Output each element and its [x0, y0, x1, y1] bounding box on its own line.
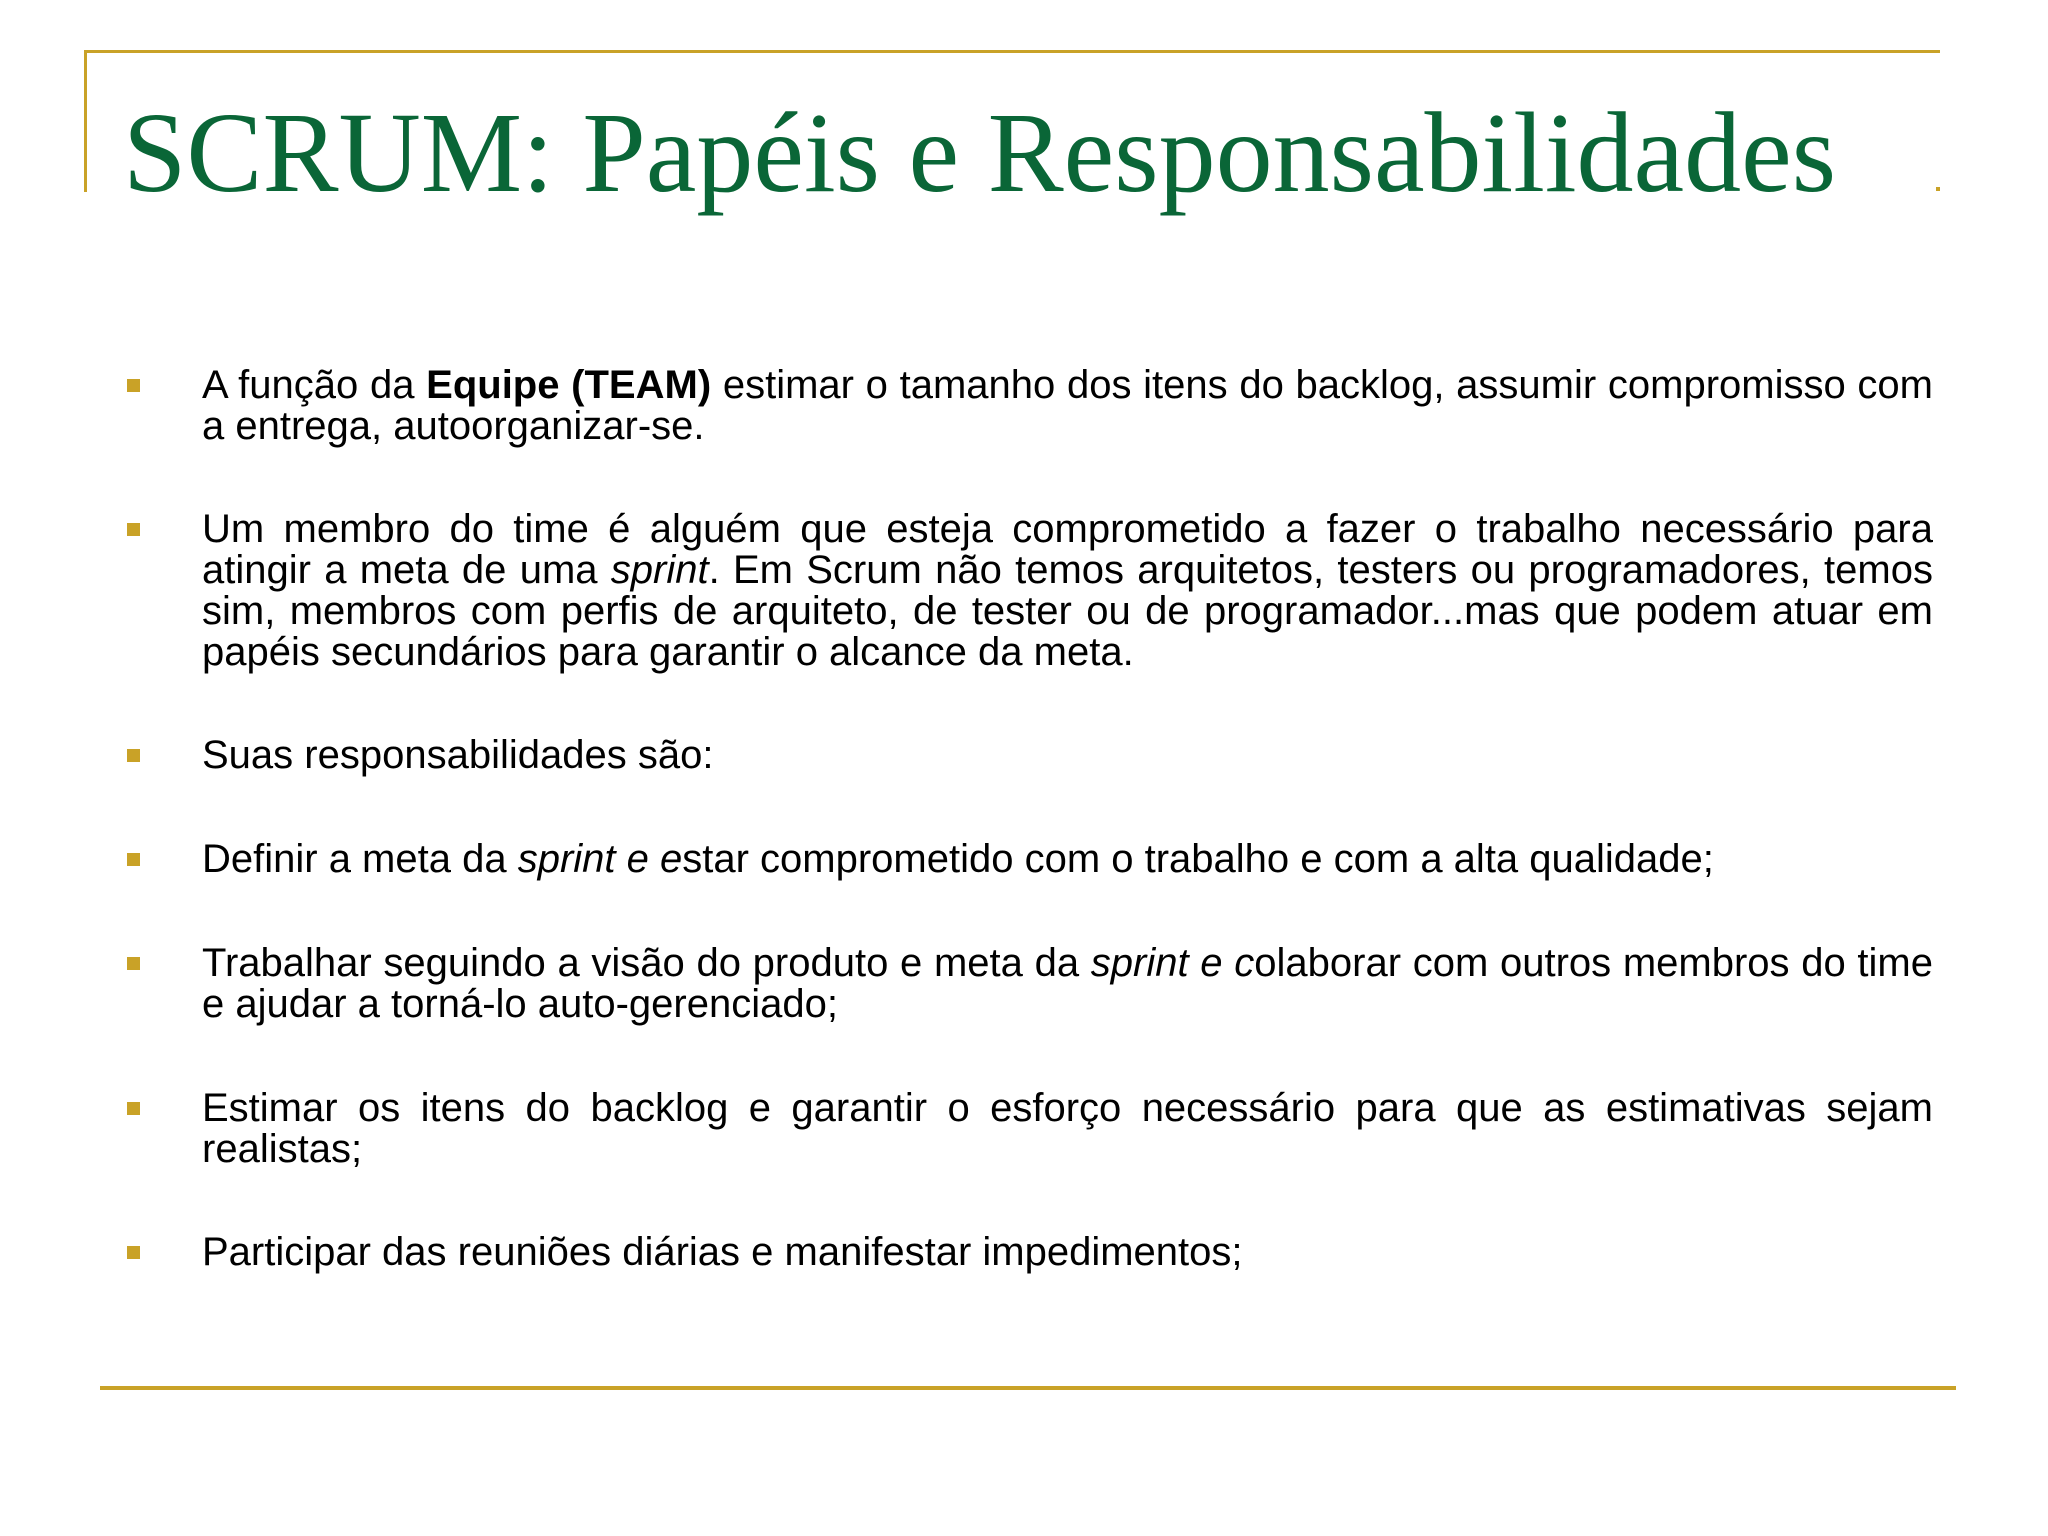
bullet-text: [202, 943, 1933, 1025]
bullet-text-part: A função da: [202, 363, 427, 407]
square-bullet-icon: [127, 749, 140, 762]
bullet-text-italic: sprint e c: [1090, 941, 1255, 985]
square-bullet-icon: [127, 853, 140, 866]
bullet-text-part: Um membro do time é alguém que esteja comprometido a fazer o trabalho necessário para atingir a meta de uma: [202, 507, 1933, 592]
bullet-text: [202, 839, 1933, 880]
bullet-text: Estimar os itens do backlog e garantir o esforço necessário para que as estimativas sejam realistas;: [202, 1086, 1933, 1171]
bullet-text-italic: sprint: [610, 548, 709, 592]
bullet-list: [123, 365, 1933, 1273]
bullet-text: Participar das reuniões diárias e manifestar impedimentos;: [202, 1230, 1243, 1274]
square-bullet-icon: [127, 1246, 140, 1259]
bullet-text-bold: Equipe (TEAM): [426, 363, 712, 407]
bullet-text: [202, 365, 1933, 447]
square-bullet-icon: [127, 523, 140, 536]
square-bullet-icon: [127, 379, 140, 392]
slide-title: SCRUM: Papéis e Responsabilidades: [123, 89, 1837, 216]
bullet-text: [202, 509, 1933, 673]
bullet-text-italic: sprint e e: [517, 837, 683, 881]
bullet-item: [123, 943, 1933, 1025]
bullet-item: [123, 509, 1933, 673]
bullet-text-part: estimar o tamanho dos itens do backlog, assumir compromisso com a entrega, autoorganizar-se.: [202, 363, 1933, 448]
bullet-text-part: Definir a meta da: [202, 837, 518, 881]
bullet-item: [123, 839, 1933, 880]
bullet-text-part: . Em Scrum não temos arquitetos, testers ou programadores, temos sim, membros com perfis de arquiteto, de tester ou de programador...mas que podem atuar em papéis secundários para garantir o alcance da meta.: [202, 548, 1933, 674]
bullet-text-part: olaborar com outros membros do time e ajudar a torná-lo auto-gerenciado;: [202, 941, 1933, 1026]
frame-corner-dot: [1936, 187, 1940, 191]
bullet-item: [123, 1232, 1933, 1273]
bullet-item: [123, 735, 1933, 776]
frame-bottom-rule: [100, 1386, 1956, 1390]
bullet-item: [123, 1088, 1933, 1170]
square-bullet-icon: [127, 1102, 140, 1115]
bullet-text-part: star comprometido com o trabalho e com a alta qualidade;: [682, 837, 1714, 881]
bullet-item: [123, 365, 1933, 447]
frame-top-rule: [84, 50, 1940, 53]
square-bullet-icon: [127, 957, 140, 970]
bullet-text: Suas responsabilidades são:: [202, 733, 714, 777]
bullet-text-part: Trabalhar seguindo a visão do produto e meta da: [202, 941, 1091, 985]
frame-left-rule: [84, 50, 87, 192]
